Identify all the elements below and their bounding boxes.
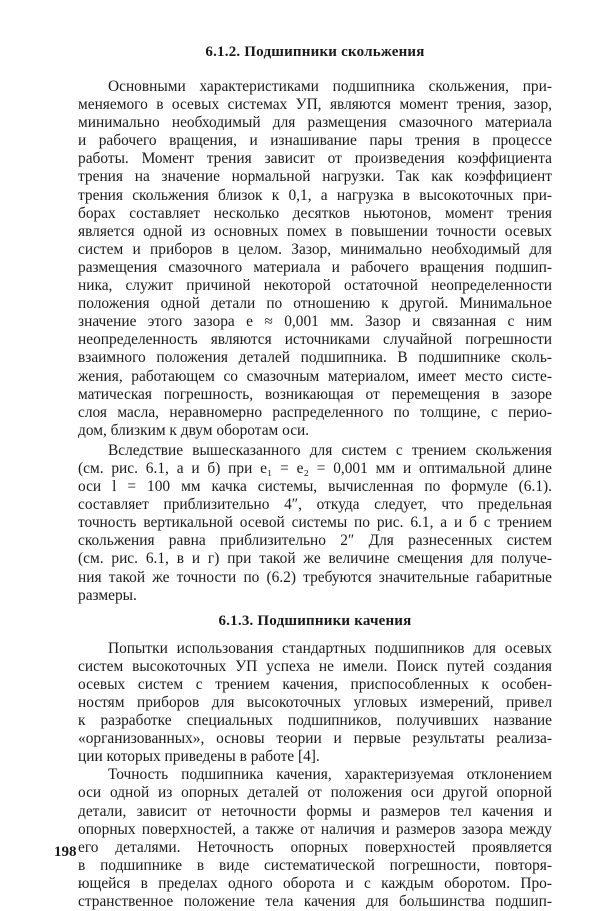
text-line: (см. рис. 6.1, а и б) при e₁ = e₂ = 0,001 мм и оптимальной длине (78, 459, 552, 477)
text-line: значение этого зазора e ≈ 0,001 мм. Зазор и связанная с ним (78, 313, 552, 331)
text-line: «организованных», основы теории и первые результаты реализа- (78, 730, 552, 748)
text-line: странственное положение тела качения для большинства подшип- (78, 893, 552, 911)
text-line: положения одной детали по отношению к другой. Минимальное (78, 295, 552, 313)
text-line: (см. рис. 6.1, в и г) при такой же величине смещения для получе- (78, 550, 552, 568)
text-line: размещения смазочного материала и рабочего вращения подшип- (78, 258, 552, 276)
text-line: является одной из основных помех в повышении точности осевых (78, 222, 552, 240)
text-line: минимально необходимый для размещения смазочного материала (78, 114, 552, 132)
text-line: скольжения равна приблизительно 2″ Для разнесенных систем (78, 532, 552, 550)
text-line: и рабочего вращения, и изнашивание пары трения в процессе (78, 132, 552, 150)
page-body (78, 40, 552, 911)
text-line: взаимного положения деталей подшипника. В подшипнике сколь- (78, 349, 552, 367)
section-heading-rolling-bearings: 6.1.3. Подшипники качения (218, 612, 412, 629)
text-line: опорных поверхностей, а также от наличия и размеров зазора между (78, 820, 552, 838)
text-line: Основными характеристиками подшипника скольжения, при- (108, 78, 552, 95)
text-line: слоя масла, неравномерно распределенного по толщине, с перио- (78, 403, 552, 421)
text-line: жения, работающем со смазочным материалом, имеет место систе- (78, 367, 552, 385)
text-line: оси одной из опорных деталей от положения оси другой опорной (78, 784, 552, 802)
text-line: осевых систем с трением качения, приспособленных к особен- (78, 675, 552, 693)
text-line: ника, служит причиной некоторой остаточной неопределенности (78, 277, 552, 295)
text-line: трения скольжения близок к 0,1, а нагрузка в высокоточных при- (78, 186, 552, 204)
text-line: систем высокоточных УП успеха не имели. Поиск путей создания (78, 657, 552, 675)
text-line: борах составляет несколько десятков ньютонов, момент трения (78, 204, 552, 222)
text-line: детали, зависит от неточности формы и размеров тел качения и (78, 802, 552, 820)
section-heading-plain-bearings: 6.1.2. Подшипники скольжения (205, 44, 425, 60)
text-line: ции которых приведены в работе [4]. (78, 748, 320, 766)
page-number: 198 (54, 844, 77, 860)
text-line: ющейся в пределах одного оборота и с каждым оборотом. Про- (78, 874, 552, 892)
text-line: его деталями. Неточность опорных поверхностей проявляется (78, 838, 552, 856)
text-line: Точность подшипника качения, характеризуемая отклонением (108, 766, 552, 784)
text-line: неопределенность являются источниками случайной погрешности (78, 331, 552, 349)
paragraph (78, 640, 552, 767)
text-line: меняемого в осевых системах УП, являются момент трения, зазор, (78, 96, 552, 114)
text-line: работы. Момент трения зависит от произведения коэффициента (78, 150, 552, 168)
text-line: трения на значение нормальной нагрузки. Так как коэффициент (78, 168, 552, 186)
text-line: точность вертикальной осевой системы по рис. 6.1, а и б с трением (78, 514, 552, 532)
text-line: Вследствие вышесказанного для систем с трением скольжения (108, 441, 552, 459)
text-line: составляет приблизительно 4″, откуда следует, что предельная (78, 496, 552, 514)
text-line: размеры. (78, 586, 137, 604)
text-line: ностям приборов для высокоточных угловых измерений, привел (78, 694, 552, 711)
text-line: систем и приборов в целом. Зазор, минимально необходимый для (78, 240, 552, 258)
text-line: матическая погрешность, возникающая от перемещения в зазоре (78, 385, 552, 403)
paragraph (78, 78, 552, 440)
text-line: Попытки использования стандартных подшипников для осевых (108, 639, 552, 657)
text-line: ния такой же точности по (6.2) требуются значительные габаритные (78, 568, 552, 586)
text-line: оси l = 100 мм качка системы, вычисленная по формуле (6.1). (78, 478, 552, 496)
text-line: в подшипнике в виде систематической погрешности, повторя- (78, 856, 552, 874)
text-line: дом, близким к двум оборотам оси. (78, 421, 310, 439)
text-line: к разработке специальных подшипников, получивших название (78, 712, 552, 730)
paragraph (78, 766, 552, 911)
paragraph (78, 442, 552, 605)
